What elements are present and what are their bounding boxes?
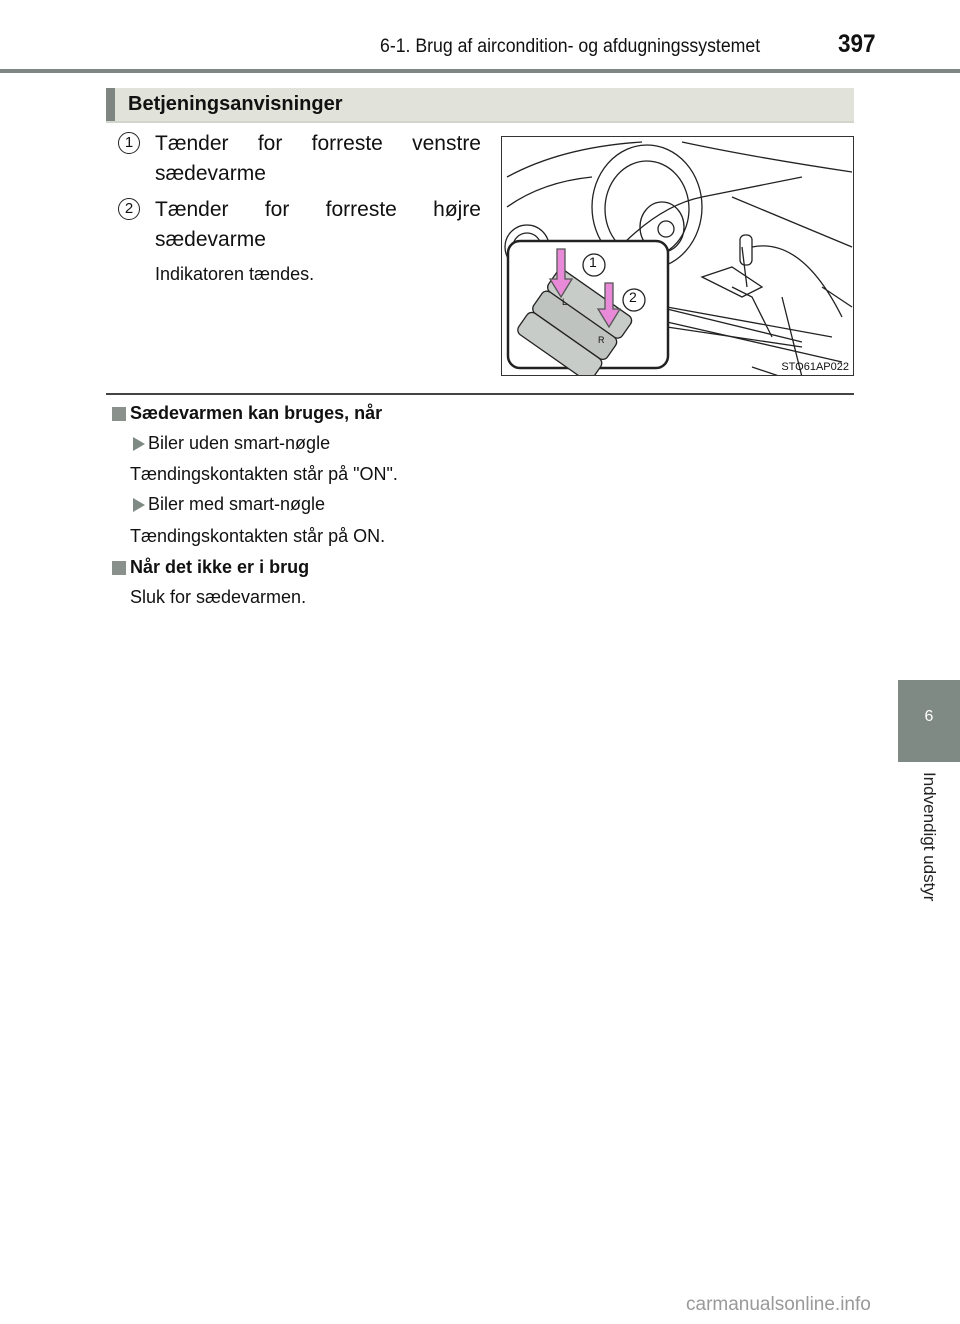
section-title: Betjeningsanvisninger [128, 93, 343, 115]
condition-2-text: Tændingskontakten står på ON. [130, 526, 386, 546]
condition-1-text: Tændingskontakten står på "ON". [130, 464, 398, 484]
square-bullet-icon [112, 407, 126, 421]
chapter-tab-label: Indvendigt udstyr [920, 772, 939, 902]
seat-heater-illustration [501, 136, 854, 376]
condition-2: Biler med smart-nøgle [148, 494, 326, 514]
note-heading-2: Når det ikke er i brug [130, 557, 310, 577]
step-1-line2: sædevarme [155, 162, 266, 185]
section-heading [106, 88, 854, 123]
note-heading-1: Sædevarmen kan bruges, når [130, 403, 383, 423]
dashboard-drawing [502, 137, 854, 376]
square-bullet-icon [112, 561, 126, 575]
step-2-line2: sædevarme [155, 228, 266, 251]
indicator-note: Indikatoren tændes. [155, 264, 315, 284]
switch-label-right: R [598, 335, 605, 345]
callout-1: 1 [589, 254, 597, 270]
header-rule [0, 69, 960, 73]
section-divider [106, 393, 854, 395]
triangle-bullet-icon [133, 437, 145, 451]
step-1-line1: Tænder for forreste venstre [155, 132, 481, 155]
step-number-1: 1 [118, 132, 140, 154]
chapter-tab[interactable]: 6 [898, 680, 960, 762]
figure-code: STO61AP022 [781, 361, 849, 373]
watermark: carmanualsonline.info [686, 1294, 871, 1315]
step-1-text [155, 129, 481, 189]
note-2-text: Sluk for sædevarmen. [130, 587, 307, 607]
step-number-2: 2 [118, 198, 140, 220]
switch-label-left: L [562, 297, 568, 307]
step-2-line1: Tænder for forreste højre [155, 198, 481, 221]
running-header-title: 6-1. Brug af aircondition- og afdugningssystemet [380, 36, 761, 57]
condition-1: Biler uden smart-nøgle [148, 433, 331, 453]
page-number: 397 [838, 30, 876, 58]
callout-2: 2 [629, 289, 637, 305]
triangle-bullet-icon [133, 498, 145, 512]
step-2-text [155, 195, 481, 255]
